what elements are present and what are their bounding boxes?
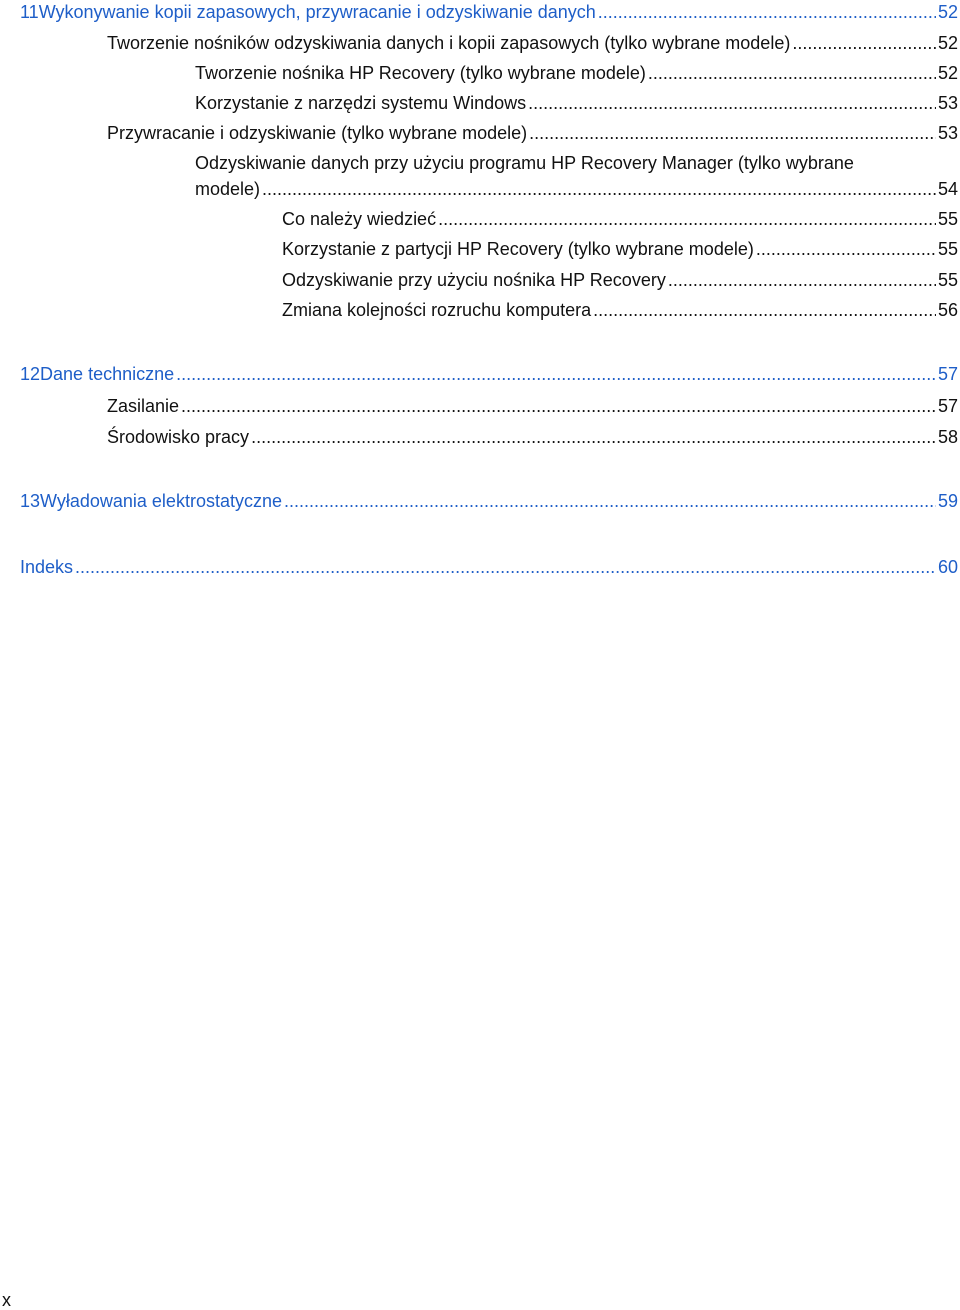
page-number: 52 [937, 33, 958, 53]
entry-title: Korzystanie z narzędzi systemu Windows [195, 93, 527, 113]
chapter-title: Wyładowania elektrostatyczne [40, 491, 282, 511]
toc-entry[interactable] [107, 121, 958, 145]
toc-chapter-12[interactable] [20, 362, 958, 386]
page-number: 53 [937, 123, 958, 143]
toc-chapter-11[interactable] [20, 0, 958, 24]
entry-title: Środowisko pracy [107, 427, 250, 447]
toc-entry[interactable] [282, 268, 958, 292]
entry-title: Odzyskiwanie przy użyciu nośnika HP Recovery [282, 270, 666, 290]
toc-entry[interactable] [195, 91, 958, 115]
page-number: 54 [937, 179, 958, 199]
dot-leader [666, 268, 936, 292]
page-number: 55 [937, 239, 958, 259]
entry-title: Tworzenie nośników odzyskiwania danych i kopii zapasowych (tylko wybrane modele) [107, 33, 791, 53]
page-number: 55 [937, 270, 958, 290]
entry-title: Korzystanie z partycji HP Recovery (tylko wybrane modele) [282, 239, 754, 259]
chapter-number: 13 [20, 491, 41, 511]
toc-chapter-13[interactable] [20, 489, 958, 513]
dot-leader [174, 362, 936, 386]
page-number: 53 [937, 93, 958, 113]
dot-leader [73, 555, 936, 579]
entry-title: Zasilanie [107, 396, 180, 416]
toc-entry-wrapped-line[interactable]: Odzyskiwanie danych przy użyciu programu HP Recovery Manager (tylko wybrane [195, 153, 854, 173]
dot-leader [526, 91, 936, 115]
entry-title: Co należy wiedzieć [282, 209, 437, 229]
chapter-title: Dane techniczne [40, 364, 175, 384]
page-number: 60 [937, 557, 958, 577]
page-number: 52 [937, 63, 958, 83]
entry-title: Tworzenie nośnika HP Recovery (tylko wybrane modele) [195, 63, 646, 83]
toc-entry[interactable] [282, 237, 958, 261]
dot-leader [179, 394, 936, 418]
page-number: 55 [937, 209, 958, 229]
dot-leader [282, 489, 936, 513]
dot-leader [527, 121, 936, 145]
chapter-number: 11 [20, 2, 39, 22]
toc-entry[interactable] [195, 61, 958, 85]
toc-entry[interactable] [195, 177, 958, 201]
toc-entry[interactable] [107, 425, 958, 449]
page-number: 58 [937, 427, 958, 447]
dot-leader [436, 207, 936, 231]
page-number: 59 [937, 491, 958, 511]
chapter-title: Wykonywanie kopii zapasowych, przywracanie i odzyskiwanie danych [38, 2, 596, 22]
dot-leader [596, 0, 936, 24]
page-number: 57 [937, 364, 958, 384]
entry-title: Przywracanie i odzyskiwanie (tylko wybrane modele) [107, 123, 528, 143]
dot-leader [790, 31, 936, 55]
page-folio: x [2, 1290, 11, 1310]
index-title: Indeks [20, 557, 74, 577]
page-number: 52 [937, 2, 958, 22]
dot-leader [646, 61, 936, 85]
dot-leader [260, 177, 936, 201]
toc-entry[interactable] [282, 298, 958, 322]
toc-entry[interactable] [282, 207, 958, 231]
toc-entry[interactable] [107, 31, 958, 55]
toc-index[interactable] [20, 555, 958, 579]
page-number: 57 [937, 396, 958, 416]
chapter-number: 12 [20, 364, 41, 384]
dot-leader [249, 425, 936, 449]
entry-title: modele) [195, 179, 261, 199]
dot-leader [754, 237, 936, 261]
dot-leader [591, 298, 936, 322]
toc-entry[interactable] [107, 394, 958, 418]
page-number: 56 [937, 300, 958, 320]
entry-title: Zmiana kolejności rozruchu komputera [282, 300, 592, 320]
